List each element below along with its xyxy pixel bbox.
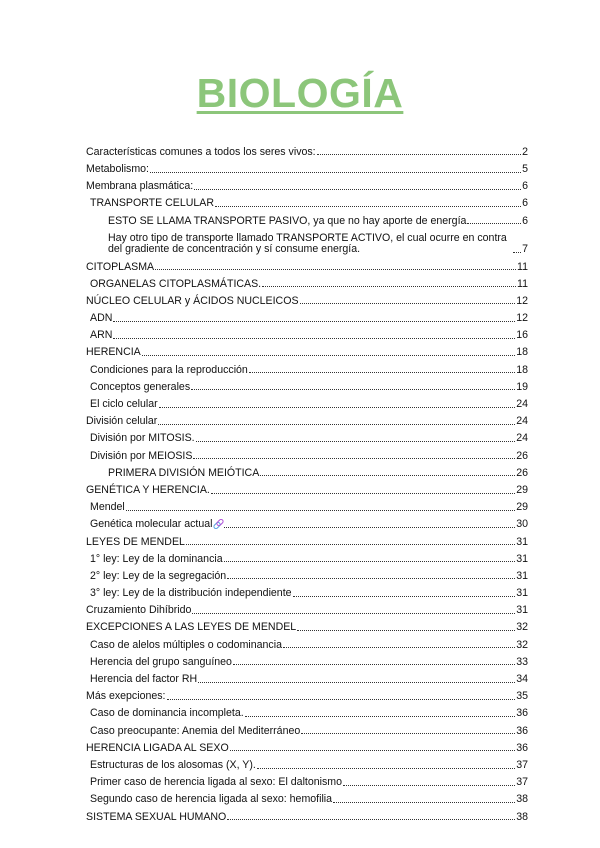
toc-entry-text: Estructuras de los alosomas (X, Y).: [90, 758, 256, 771]
toc-page-number: 31: [516, 552, 528, 565]
toc-entry[interactable]: [86, 517, 528, 534]
document-title: BIOLOGÍA: [196, 70, 404, 116]
toc-entry-title: [86, 164, 149, 176]
dot-leader: [260, 475, 515, 476]
toc-entry-title: [86, 812, 226, 824]
dot-leader: [230, 750, 516, 751]
dot-leader: [186, 544, 515, 545]
dot-leader: [293, 596, 516, 597]
dot-leader: [198, 682, 515, 683]
toc-entry-text: Cruzamiento Dihíbrido: [86, 604, 192, 617]
toc-entry-title: [90, 726, 300, 738]
toc-page-number: 30: [516, 518, 528, 531]
dot-leader: [333, 802, 515, 803]
toc-entry[interactable]: [86, 178, 528, 195]
toc-entry[interactable]: [86, 809, 528, 826]
toc-entry-title: [86, 262, 154, 274]
toc-entry-text: Caso de alelos múltiples o codominancia: [90, 638, 282, 651]
toc-entry-title: [90, 519, 223, 531]
toc-entry-title: [90, 330, 112, 342]
toc-entry-title: [86, 743, 229, 755]
toc-entry-title: [86, 347, 141, 359]
dot-leader: [194, 189, 521, 190]
toc-page-number: 26: [516, 449, 528, 462]
toc-page-number: 32: [516, 621, 528, 634]
toc-entry-text: HERENCIA: [86, 346, 141, 359]
toc-entry-text: TRANSPORTE CELULAR: [90, 197, 215, 210]
toc-entry-text: Hay otro tipo de transporte llamado TRANSPORTE ACTIVO, el cual ocurre en contra del gradiente de concentración y sí consume energía.: [108, 231, 507, 256]
toc-entry-title: [90, 433, 195, 445]
toc-entry-title: [90, 794, 332, 806]
toc-entry[interactable]: [86, 310, 528, 327]
toc-entry-text: Características comunes a todos los seres vivos:: [86, 145, 316, 158]
toc-page-number: 12: [516, 312, 528, 325]
dot-leader: [193, 458, 515, 459]
toc-entry[interactable]: [86, 465, 528, 482]
toc-entry[interactable]: [86, 259, 528, 276]
toc-entry-text: Condiciones para la reproducción: [90, 363, 248, 376]
toc-page-number: 29: [516, 501, 528, 514]
toc-entry-text: Conceptos generales: [90, 380, 191, 393]
toc-entry-title: [108, 233, 512, 256]
dot-leader: [297, 630, 515, 631]
toc-entry[interactable]: [86, 740, 528, 757]
toc-page-number: 6: [522, 180, 528, 193]
dot-leader: [301, 733, 515, 734]
link-icon[interactable]: [213, 519, 223, 528]
toc-entry[interactable]: [86, 213, 528, 230]
toc-entry[interactable]: [86, 144, 528, 161]
toc-entry-text: SISTEMA SEXUAL HUMANO: [86, 810, 227, 823]
dot-leader: [224, 561, 516, 562]
toc-entry[interactable]: [86, 654, 528, 671]
toc-entry-title: [90, 313, 112, 325]
toc-entry-text: Segundo caso de herencia ligada al sexo: hemofilia: [90, 793, 333, 806]
toc-page-number: 35: [516, 690, 528, 703]
toc-page-number: 31: [516, 569, 528, 582]
toc-entry-text: CITOPLASMA: [86, 260, 155, 273]
toc-entry-title: [90, 554, 223, 566]
toc-entry-title: [86, 296, 299, 308]
toc-entry[interactable]: [86, 620, 528, 637]
toc-entry-title: [108, 468, 259, 480]
toc-entry-text: Más exepciones:: [86, 690, 166, 703]
toc-page-number: 24: [516, 432, 528, 445]
toc-page-number: 34: [516, 673, 528, 686]
toc-page-number: 31: [516, 587, 528, 600]
toc-entry[interactable]: [86, 499, 528, 516]
toc-entry-text: Mendel: [90, 501, 125, 514]
toc-page-number: 29: [516, 483, 528, 496]
dot-leader: [262, 286, 516, 287]
toc-entry-title: [90, 502, 125, 514]
toc-entry-text: Genética molecular actual: [90, 518, 213, 531]
dot-leader: [192, 613, 515, 614]
toc-entry-title: [86, 485, 210, 497]
toc-entry[interactable]: [86, 196, 528, 213]
dot-leader: [227, 819, 515, 820]
toc-entry[interactable]: [86, 327, 528, 344]
toc-entry-text: División por MITOSIS.: [90, 432, 195, 445]
dot-leader: [257, 768, 515, 769]
toc-page-number: 31: [516, 604, 528, 617]
toc-entry[interactable]: [86, 637, 528, 654]
toc-page-number: 24: [516, 415, 528, 428]
toc-entry-title: [90, 708, 244, 720]
toc-entry-text: 2° ley: Ley de la segregación: [90, 569, 227, 582]
toc-page-number: 36: [516, 724, 528, 737]
toc-entry-title: [86, 147, 316, 159]
toc-entry-text: HERENCIA LIGADA AL SEXO: [86, 741, 229, 754]
toc-entry-text: EXCEPCIONES A LAS LEYES DE MENDEL: [86, 621, 297, 634]
toc-page-number: 19: [516, 380, 528, 393]
dot-leader: [150, 172, 521, 173]
toc-entry-text: ESTO SE LLAMA TRANSPORTE PASIVO, ya que no hay aporte de energía: [108, 214, 467, 227]
dot-leader: [300, 303, 516, 304]
toc-entry[interactable]: [86, 551, 528, 568]
toc-page-number: 11: [517, 260, 528, 273]
dot-leader: [167, 699, 516, 700]
toc-entry-title: [90, 382, 190, 394]
toc-entry[interactable]: [86, 482, 528, 499]
toc-entry[interactable]: [86, 688, 528, 705]
dot-leader: [513, 252, 521, 253]
toc-entry-text: LEYES DE MENDEL: [86, 535, 185, 548]
toc-entry-title: [90, 674, 197, 686]
toc-entry[interactable]: [86, 774, 528, 791]
toc-entry-title: [86, 691, 166, 703]
toc-entry[interactable]: [86, 293, 528, 310]
toc-entry[interactable]: [86, 276, 528, 293]
toc-page-number: 5: [522, 162, 528, 175]
toc-page-number: 32: [516, 638, 528, 651]
toc-entry-title: [90, 657, 232, 669]
toc-page-number: 18: [516, 346, 528, 359]
dot-leader: [283, 647, 515, 648]
toc-entry-text: Caso preocupante: Anemia del Mediterráneo: [90, 724, 301, 737]
toc-entry-text: Herencia del grupo sanguíneo: [90, 655, 232, 668]
toc-entry-text: ORGANELAS CITOPLASMÁTICAS.: [90, 277, 262, 290]
toc-page-number: 6: [522, 197, 528, 210]
toc-entry[interactable]: [86, 585, 528, 602]
dot-leader: [113, 338, 515, 339]
dot-leader: [142, 355, 515, 356]
toc-entry-title: [90, 571, 226, 583]
toc-entry-title: [86, 605, 191, 617]
toc-entry-text: Primer caso de herencia ligada al sexo: El daltonismo: [90, 776, 343, 789]
dot-leader: [211, 493, 515, 494]
toc-entry[interactable]: [86, 448, 528, 465]
toc-entry-title: [90, 588, 292, 600]
dot-leader: [215, 206, 521, 207]
toc-entry-text: GENÉTICA Y HERENCIA.: [86, 483, 210, 496]
toc-entry-title: [86, 181, 193, 193]
toc-entry-text: Metabolismo:: [86, 162, 149, 175]
toc-entry[interactable]: [86, 396, 528, 413]
dot-leader: [159, 407, 515, 408]
toc-page-number: 24: [516, 398, 528, 411]
toc-entry[interactable]: [86, 413, 528, 430]
toc-page-number: 16: [516, 329, 528, 342]
toc-page-number: 2: [522, 145, 528, 158]
toc-entry-text: NÚCLEO CELULAR y ÁCIDOS NUCLEICOS: [86, 294, 299, 307]
toc-page-number: 12: [516, 294, 528, 307]
toc-entry[interactable]: [86, 230, 528, 259]
dot-leader: [196, 441, 516, 442]
dot-leader: [233, 664, 515, 665]
dot-leader: [227, 578, 515, 579]
toc-page-number: 36: [516, 707, 528, 720]
toc-entry-title: [86, 537, 185, 549]
toc-entry-title: [90, 198, 214, 210]
dot-leader: [191, 389, 515, 390]
toc-entry-title: [90, 451, 192, 463]
toc-entry[interactable]: [86, 568, 528, 585]
toc-entry-text: ARN: [90, 329, 113, 342]
toc-page-number: 37: [516, 776, 528, 789]
toc-page-number: 31: [516, 535, 528, 548]
dot-leader: [317, 154, 521, 155]
toc-entry-text: Caso de dominancia incompleta.: [90, 707, 244, 720]
toc-entry-text: ADN: [90, 312, 113, 325]
toc-page-number: 38: [516, 793, 528, 806]
toc-entry[interactable]: [86, 161, 528, 178]
toc-entry-text: División celular: [86, 415, 158, 428]
toc-entry-title: [86, 622, 296, 634]
toc-page-number: 33: [516, 655, 528, 668]
dot-leader: [126, 510, 515, 511]
toc-entry-text: 1° ley: Ley de la dominancia: [90, 552, 223, 565]
toc-page-number: 6: [522, 214, 528, 227]
dot-leader: [224, 527, 515, 528]
toc-entry-text: PRIMERA DIVISIÓN MEIÓTICA: [108, 466, 260, 479]
toc-entry[interactable]: [86, 602, 528, 619]
toc-entry-text: 3° ley: Ley de la distribución independiente: [90, 587, 292, 600]
toc-entry-text: El ciclo celular: [90, 398, 158, 411]
dot-leader: [113, 321, 515, 322]
dot-leader: [249, 372, 515, 373]
toc-entry-title: [90, 640, 282, 652]
toc-entry-title: [90, 279, 261, 291]
toc-entry-title: [90, 399, 158, 411]
toc-entry[interactable]: [86, 534, 528, 551]
dot-leader: [467, 223, 521, 224]
toc-entry[interactable]: [86, 431, 528, 448]
toc-page-number: 7: [522, 243, 528, 256]
toc-entry[interactable]: [86, 706, 528, 723]
toc-entry[interactable]: [86, 379, 528, 396]
toc-page-number: 26: [516, 466, 528, 479]
toc-page-number: 11: [517, 277, 528, 290]
toc-entry-title: [90, 777, 342, 789]
toc-entry-text: Membrana plasmática:: [86, 180, 194, 193]
dot-leader: [158, 424, 515, 425]
toc-entry-title: [90, 760, 256, 772]
toc-entry-text: División por MEIOSIS: [90, 449, 193, 462]
toc-page-number: 18: [516, 363, 528, 376]
toc-entry-title: [86, 416, 157, 428]
toc-entry[interactable]: [86, 792, 528, 809]
dot-leader: [343, 785, 515, 786]
toc-page-number: 37: [516, 758, 528, 771]
toc-entry[interactable]: [86, 345, 528, 362]
toc-page-number: 38: [516, 810, 528, 823]
toc-page-number: 36: [516, 741, 528, 754]
toc-entry[interactable]: [86, 757, 528, 774]
dot-leader: [155, 269, 516, 270]
toc-entry-text: Herencia del factor RH: [90, 673, 198, 686]
toc-entry-title: [108, 216, 466, 228]
toc-entry[interactable]: [86, 723, 528, 740]
toc-entry[interactable]: [86, 362, 528, 379]
dot-leader: [245, 716, 516, 717]
table-of-contents: [86, 144, 528, 826]
toc-entry-title: [90, 365, 248, 377]
toc-entry[interactable]: [86, 671, 528, 688]
